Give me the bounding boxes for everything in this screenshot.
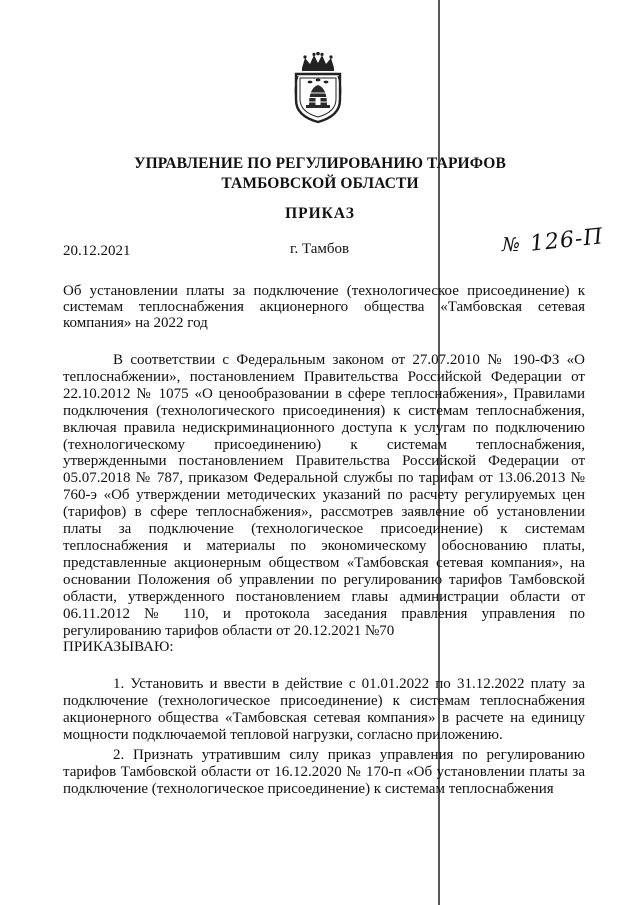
organization-name-line-1: УПРАВЛЕНИЕ ПО РЕГУЛИРОВАНИЮ ТАРИФОВ (134, 155, 506, 172)
organization-name (0, 154, 640, 194)
number-sign: № (502, 234, 520, 256)
tambov-coat-of-arms-icon (288, 52, 348, 124)
document-city: г. Тамбов (290, 241, 350, 257)
document-type: ПРИКАЗ (285, 205, 355, 222)
organization-name-line-2: ТАМБОВСКОЙ ОБЛАСТИ (221, 175, 419, 192)
document-body (63, 352, 585, 801)
order-item-1: 1. Установить и ввести в действие с 01.01.2022 по 31.12.2022 плату за подключение (технологическое присоединение) к системам теплоснабжения акционерного общества «Тамбовская сетевая компания» в расчете на единицу мощности подключаемой тепловой нагрузки, согласно приложению. (63, 676, 585, 744)
order-item-2: 2. Признать утратившим силу приказ управления по регулированию тарифов Тамбовской области от 16.12.2020 № 170-п «Об установлении платы за подключение (технологическое присоединение) к системам теплоснабжения (63, 746, 585, 797)
order-word: ПРИКАЗЫВАЮ: (63, 639, 174, 656)
document-subject: Об установлении платы за подключение (технологическое присоединение) к системам теплоснабжения акционерного общества «Тамбовская сетевая компания» на 2022 год (63, 283, 585, 331)
preamble-paragraph: В соответствии с Федеральным законом от 27.07.2010 № 190-ФЗ «О теплоснабжении», постановлением Правительства Российской Федерации от 22.10.2012 № 1075 «О ценообразовании в сфере теплоснабжения», Правилами подключения (технологического присоединения) к системам теплоснабжения, включая правила недискриминационного доступа к услугам по подключению (технологическому присоединению) к системам теплоснабжения, утвержденными постановлением Правительства Российской Федерации от 05.07.2018 № 787, приказом Федеральной службы по тарифам от 13.06.2013 № 760-э «Об утверждении методических указаний по расчету регулируемых цен (тарифов) в сфере теплоснабжения», рассмотрев заявление об установлении платы за подключение (технологическое присоединение) к системам теплоснабжения и материалы по экономическому обоснованию платы, представленные акционерным обществом «Тамбовская сетевая компания», на основании Положения об управлении по регулированию тарифов Тамбовской области, утвержденного постановлением главы администрации области от 06.11.2012 № 110, и протокола заседания правления управления по регулированию тарифов области от 20.12.2021 №70 (63, 352, 585, 639)
document-date: 20.12.2021 (63, 243, 131, 259)
handwritten-document-number: 126-П (528, 224, 605, 257)
